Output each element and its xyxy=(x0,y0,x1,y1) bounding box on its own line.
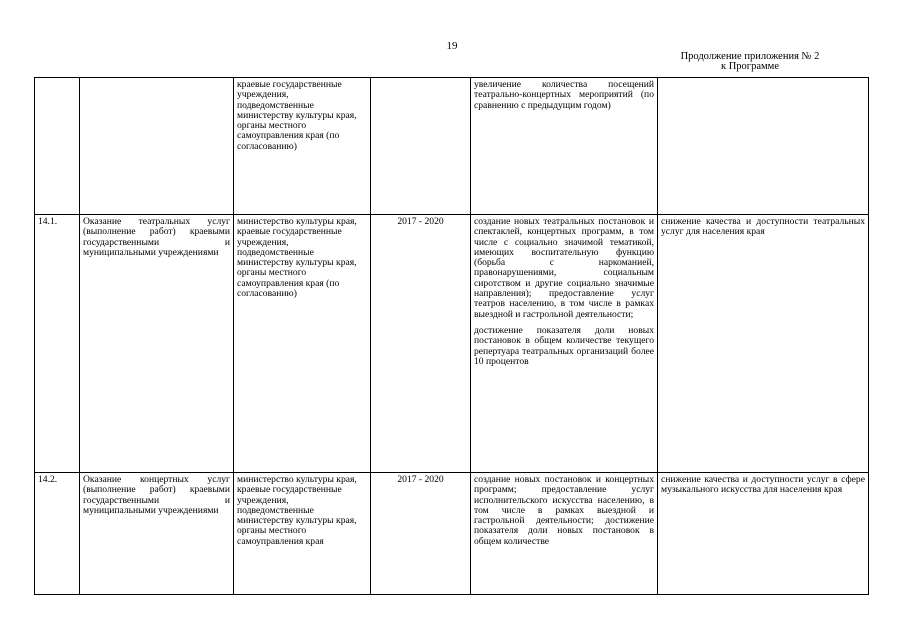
expected-result-paragraph: увеличение количества посещений театрально-концертных мероприятий (по сравнению с предыдущим годом) xyxy=(474,79,654,111)
executor-cell: министерство культуры края, краевые государственные учреждения, подведомственные министерству культуры края, органы местного самоуправления края xyxy=(234,473,371,595)
row-number-cell xyxy=(35,78,80,215)
program-measures-table xyxy=(34,77,869,595)
continuation-line-1: Продолжение приложения № 2 xyxy=(680,51,820,62)
expected-result-paragraph: достижение показателя доли новых постановок в общем количестве текущего репертуара театральных организаций более 10 процентов xyxy=(474,324,654,367)
period-cell: 2017 - 2020 xyxy=(371,215,471,473)
executor-cell: министерство культуры края, краевые государственные учреждения, подведомственные министерству культуры края, органы местного самоуправления края (по согласованию) xyxy=(234,215,371,473)
page-number: 19 xyxy=(446,40,458,52)
measure-name-cell: Оказание театральных услуг (выполнение работ) краевыми государственными и муниципальными учреждениями xyxy=(80,215,234,473)
row-number-cell: 14.2. xyxy=(35,473,80,595)
table-row xyxy=(35,78,869,215)
period-cell: 2017 - 2020 xyxy=(371,473,471,595)
consequence-cell: снижение качества и доступности театральных услуг для населения края xyxy=(658,215,869,473)
expected-result-cell xyxy=(471,473,658,595)
expected-result-paragraph: создание новых театральных постановок и спектаклей, концертных программ, в том числе с социально значимой тематикой, имеющих воспитательную функцию (борьба с наркоманией, правонарушениями, социальным сиротством и другие социально значимые направления); предоставление услуг театров населению, в том числе в рамках выездной и гастрольной деятельности; xyxy=(474,216,654,320)
measure-name-cell xyxy=(80,78,234,215)
table-row xyxy=(35,473,869,595)
row-number-cell: 14.1. xyxy=(35,215,80,473)
expected-result-cell xyxy=(471,215,658,473)
consequence-cell xyxy=(658,78,869,215)
table-row xyxy=(35,215,869,473)
executor-cell: краевые государственные учреждения, подведомственные министерству культуры края, органы местного самоуправления края (по согласованию) xyxy=(234,78,371,215)
consequence-cell: снижение качества и доступности услуг в сфере музыкального искусства для населения края xyxy=(658,473,869,595)
expected-result-paragraph: создание новых постановок и концертных программ; предоставление услуг исполнительского искусства населению, в том числе в рамках выездной и гастрольной деятельности; достижение показателя доли новых постановок в общем количестве xyxy=(474,474,654,547)
expected-result-cell xyxy=(471,78,658,215)
appendix-continuation-note xyxy=(620,52,880,72)
continuation-line-2: к Программе xyxy=(721,61,779,72)
measure-name-cell: Оказание концертных услуг (выполнение работ) краевыми государственными и муниципальными учреждениями xyxy=(80,473,234,595)
period-cell xyxy=(371,78,471,215)
